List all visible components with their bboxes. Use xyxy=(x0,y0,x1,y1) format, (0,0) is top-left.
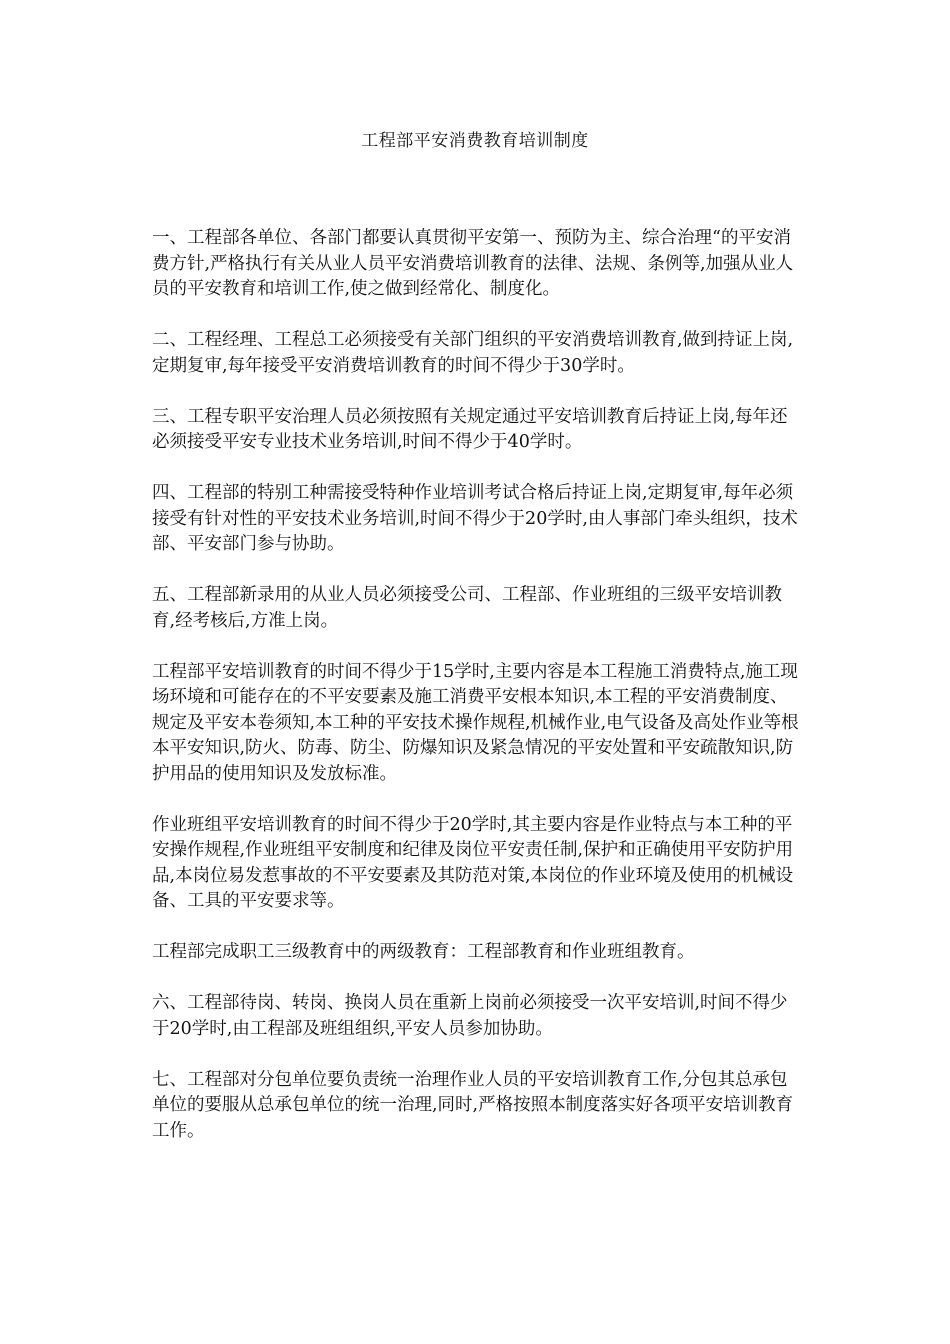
document-body xyxy=(152,226,802,1170)
document-title: 工程部平安消费教育培训制度 xyxy=(361,131,589,151)
paragraph-5: 五、工程部新录用的从业人员必须接受公司、工程部、作业班组的三级平安培训教育,经考核后,方准上岗。 xyxy=(152,585,782,631)
paragraph-8: 工程部完成职工三级教育中的两级教育：工程部教育和作业班组教育。 xyxy=(152,942,695,962)
paragraph-3: 三、工程专职平安治理人员必须按照有关规定通过平安培训教育后持证上岗,每年还必须接受平安专业技术业务培训,时间不得少于40学时。 xyxy=(152,406,788,452)
paragraph-10: 七、工程部对分包单位要负责统一治理作业人员的平安培训教育工作,分包其总承包单位的要服从总承包单位的统一治理,同时,严格按照本制度落实好各项平安培训教育工作。 xyxy=(152,1069,794,1141)
paragraph-1: 一、工程部各单位、各部门都要认真贯彻平安第一、预防为主、综合治理“的平安消费方针,严格执行有关从业人员平安消费培训教育的法律、法规、条例等,加强从业人员的平安教育和培训工作,使之做到经常化、制度化。 xyxy=(152,228,794,299)
paragraph-2: 二、工程经理、工程总工必须接受有关部门组织的平安消费培训教育,做到持证上岗,定期复审,每年接受平安消费培训教育的时间不得少于30学时。 xyxy=(152,330,794,376)
paragraph-4: 四、工程部的特别工种需接受特种作业培训考试合格后持证上岗,定期复审,每年必须接受有针对性的平安技术业务培训,时间不得少于20学时,由人事部门牵头组织，技术部、平安部门参与协助。 xyxy=(152,483,798,554)
paragraph-9: 六、工程部待岗、转岗、换岗人员在重新上岗前必须接受一次平安培训,时间不得少于20学时,由工程部及班组组织,平安人员参加协助。 xyxy=(152,993,788,1039)
paragraph-7: 作业班组平安培训教育的时间不得少于20学时,其主要内容是作业特点与本工种的平安操作规程,作业班组平安制度和纪律及岗位平安责任制,保护和正确使用平安防护用品,本岗位易发惹事故的不平安要素及其防范对策,本岗位的作业环境及使用的机械设备、工具的平安要求等。 xyxy=(152,814,794,911)
paragraph-6: 工程部平安培训教育的时间不得少于15学时,主要内容是本工程施工消费特点,施工现场环境和可能存在的不平安要素及施工消费平安根本知识,本工程的平安消费制度、规定及平安本卷须知,本工种的平安技术操作规程,机械作业,电气设备及高处作业等根本平安知识,防火、防毒、防尘、防爆知识及紧急情况的平安处置和平安疏散知识,防护用品的使用知识及发放标准。 xyxy=(152,661,799,784)
